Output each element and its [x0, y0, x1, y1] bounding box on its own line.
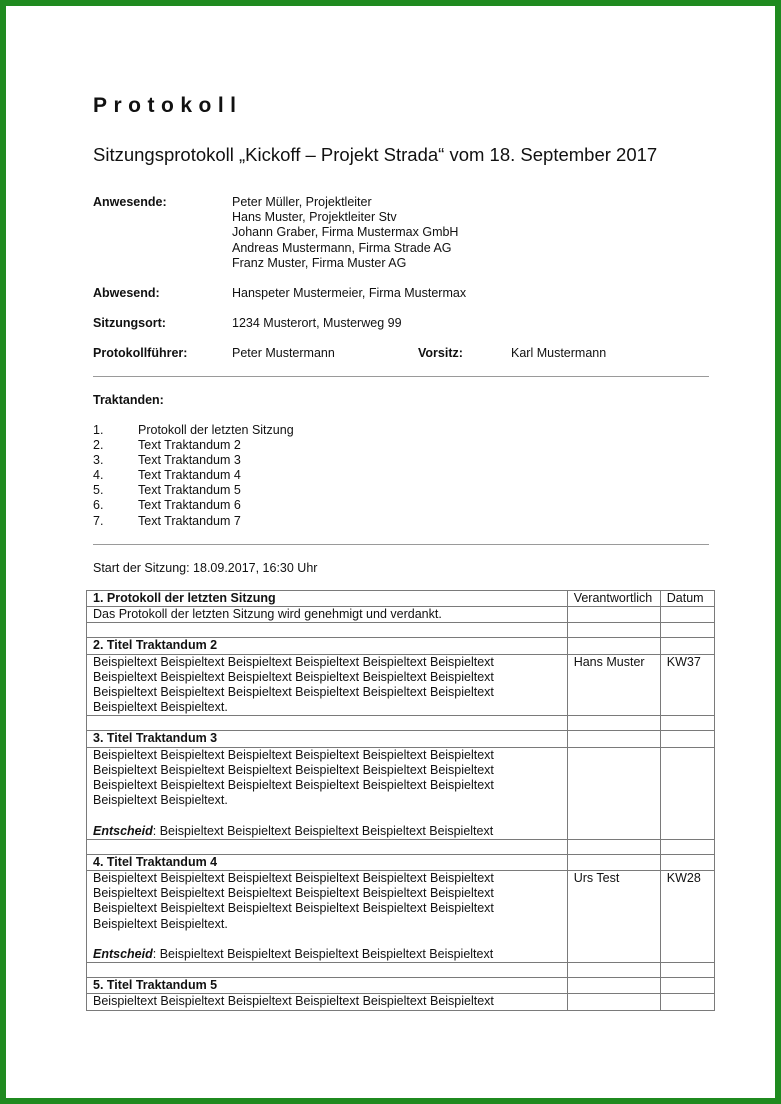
minutes-table: [86, 590, 715, 1011]
table-row: [87, 716, 715, 731]
absent-value: Hanspeter Mustermeier, Firma Mustermax: [232, 286, 467, 300]
table-row: [87, 638, 715, 654]
table-row: [87, 591, 715, 607]
decision: Entscheid: Beispieltext Beispieltext Beispieltext Beispieltext Beispieltext: [93, 947, 494, 962]
date-cell: [660, 747, 714, 839]
table-row: [87, 978, 715, 994]
date-cell: KW37: [660, 654, 714, 716]
agenda-number: 3.: [93, 453, 104, 468]
location-label: Sitzungsort:: [93, 316, 166, 330]
section-body-cell: [87, 747, 568, 839]
section-body-cell: [87, 871, 568, 963]
section-body: Beispieltext Beispieltext Beispieltext Beispieltext Beispieltext Beispieltext Beispieltext Beispieltext Beispieltext Beispieltext Beispieltext Beispieltext Beispieltext Beispieltext Beispieltext Beispieltext Beispieltext Beispieltext Beispieltext Beispieltext.: [87, 654, 568, 716]
document-page: [6, 6, 775, 1098]
document-subtitle: Sitzungsprotokoll „Kickoff – Projekt Strada“ vom 18. September 2017: [93, 144, 658, 165]
table-row: [87, 607, 715, 623]
table-row: [87, 871, 715, 963]
attendee: Franz Muster, Firma Muster AG: [232, 255, 407, 270]
divider: [93, 544, 709, 545]
decision-label: Entscheid: [93, 823, 153, 838]
responsible-cell: [567, 747, 660, 839]
responsible-cell: [567, 994, 660, 1010]
section-body: Beispieltext Beispieltext Beispieltext Beispieltext Beispieltext Beispieltext Beispieltext Beispieltext Beispieltext Beispieltext Beispieltext Beispieltext Beispieltext Beispieltext Beispieltext Beispieltext Beispieltext Beispieltext Beispieltext Beispieltext.: [93, 871, 494, 931]
recorder-label: Protokollführer:: [93, 346, 188, 360]
section-title: 5. Titel Traktandum 5: [87, 978, 568, 994]
attendee: Johann Graber, Firma Mustermax GmbH: [232, 225, 459, 240]
section-body: Das Protokoll der letzten Sitzung wird genehmigt und verdankt.: [87, 607, 568, 623]
attendee: Andreas Mustermann, Firma Strade AG: [232, 240, 452, 255]
location-value: 1234 Musterort, Musterweg 99: [232, 316, 402, 330]
agenda-text: Text Traktandum 2: [138, 438, 241, 453]
table-row: [87, 731, 715, 747]
table-row: [87, 623, 715, 638]
agenda-number: 4.: [93, 468, 104, 483]
agenda-number: 2.: [93, 438, 104, 453]
agenda-number: 6.: [93, 498, 104, 513]
section-title: 1. Protokoll der letzten Sitzung: [87, 591, 568, 607]
decision: Entscheid: Beispieltext Beispieltext Beispieltext Beispieltext Beispieltext: [93, 823, 494, 838]
agenda-text: Text Traktandum 3: [138, 453, 241, 468]
document-title: Protokoll: [93, 94, 243, 117]
table-row: [87, 839, 715, 854]
table-row: [87, 963, 715, 978]
table-row: [87, 654, 715, 716]
agenda-text: Text Traktandum 5: [138, 483, 241, 498]
agenda-number: 1.: [93, 423, 104, 437]
agenda-text: Text Traktandum 4: [138, 468, 241, 483]
decision-label: Entscheid: [93, 947, 153, 962]
column-header-date: Datum: [660, 591, 714, 607]
date-cell: KW28: [660, 871, 714, 963]
attendees-list: [232, 195, 458, 271]
recorder-value: Peter Mustermann: [232, 346, 335, 360]
agenda-text: Text Traktandum 6: [138, 498, 241, 513]
section-title: 4. Titel Traktandum 4: [87, 854, 568, 870]
attendee: Peter Müller, Projektleiter: [232, 195, 372, 209]
responsible-cell: Hans Muster: [567, 654, 660, 716]
agenda-text: Protokoll der letzten Sitzung: [138, 423, 294, 437]
column-header-responsible: Verantwortlich: [567, 591, 660, 607]
section-title: 2. Titel Traktandum 2: [87, 638, 568, 654]
section-body: Beispieltext Beispieltext Beispieltext Beispieltext Beispieltext Beispieltext: [87, 994, 568, 1010]
agenda-number: 7.: [93, 513, 104, 528]
decision-text: Beispieltext Beispieltext Beispieltext Beispieltext Beispieltext: [159, 947, 494, 962]
date-cell: [660, 994, 714, 1010]
table-row: [87, 994, 715, 1010]
date-cell: [660, 607, 714, 623]
meeting-start: Start der Sitzung: 18.09.2017, 16:30 Uhr: [93, 561, 318, 575]
section-body: Beispieltext Beispieltext Beispieltext Beispieltext Beispieltext Beispieltext Beispieltext Beispieltext Beispieltext Beispieltext Beispieltext Beispieltext Beispieltext Beispieltext Beispieltext Beispieltext Beispieltext Beispieltext Beispieltext Beispieltext.: [93, 747, 494, 808]
table-row: [87, 854, 715, 870]
attendee: Hans Muster, Projektleiter Stv: [232, 210, 397, 225]
agenda-number: 5.: [93, 483, 104, 498]
table-row: [87, 747, 715, 839]
chair-value: Karl Mustermann: [511, 346, 607, 360]
responsible-cell: Urs Test: [567, 871, 660, 963]
divider: [93, 376, 709, 377]
responsible-cell: [567, 607, 660, 623]
chair-label: Vorsitz:: [418, 346, 463, 360]
agenda-heading: Traktanden:: [93, 393, 164, 407]
attendees-label: Anwesende:: [93, 195, 167, 209]
absent-label: Abwesend:: [93, 286, 160, 300]
decision-text: Beispieltext Beispieltext Beispieltext Beispieltext Beispieltext: [159, 823, 494, 838]
section-title: 3. Titel Traktandum 3: [87, 731, 568, 747]
agenda-text: Text Traktandum 7: [138, 513, 241, 528]
